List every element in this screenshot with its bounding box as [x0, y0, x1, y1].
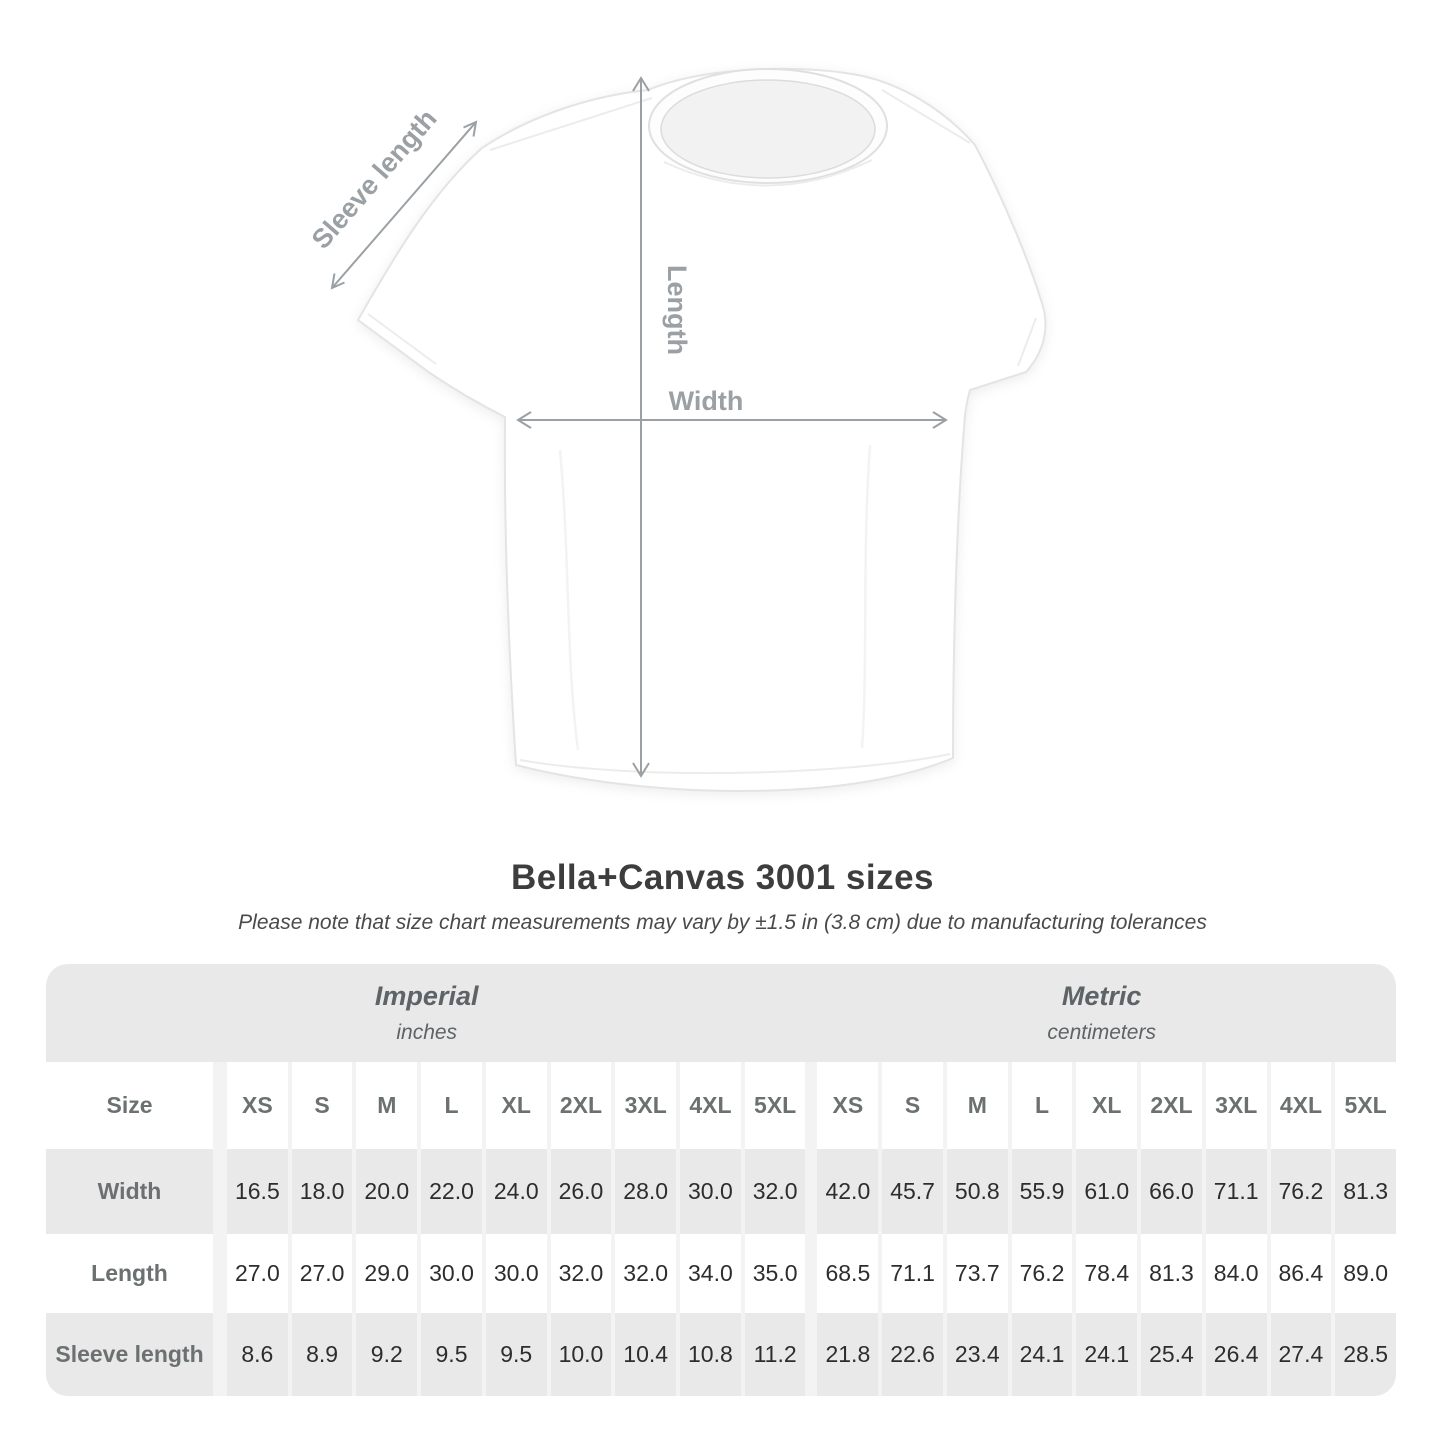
value-cell: 71.1 [1206, 1149, 1267, 1234]
caption [0, 858, 1445, 935]
value-cell: 24.0 [486, 1149, 547, 1234]
sleeve-length-label: Sleeve length [305, 103, 443, 255]
value-cell: 23.4 [947, 1313, 1008, 1396]
value-cell: 30.0 [680, 1149, 741, 1234]
size-header-cell: L [421, 1062, 482, 1149]
size-header-cell: XS [227, 1062, 288, 1149]
value-cell: 10.8 [680, 1313, 741, 1396]
label-column-divider [217, 1313, 223, 1396]
value-cell: 76.2 [1012, 1234, 1073, 1313]
size-header-cell: 3XL [615, 1062, 676, 1149]
value-cell: 30.0 [421, 1234, 482, 1313]
value-cell: 22.6 [882, 1313, 943, 1396]
table-row-length [46, 1234, 1396, 1313]
table-row-width [46, 1149, 1396, 1234]
unit-group-divider [809, 1062, 813, 1149]
value-cell: 35.0 [745, 1234, 806, 1313]
value-cell: 81.3 [1335, 1149, 1396, 1234]
unit-header-band [46, 964, 1396, 1062]
row-label: Size [46, 1062, 213, 1149]
imperial-label: Imperial [374, 981, 479, 1011]
imperial-header [46, 981, 807, 1045]
value-cell: 9.2 [356, 1313, 417, 1396]
value-cell: 89.0 [1335, 1234, 1396, 1313]
size-header-cell: M [947, 1062, 1008, 1149]
value-cell: 81.3 [1141, 1234, 1202, 1313]
value-cell: 26.4 [1206, 1313, 1267, 1396]
size-header-cell: 4XL [1271, 1062, 1332, 1149]
value-cell: 27.4 [1271, 1313, 1332, 1396]
value-cell: 21.8 [817, 1313, 878, 1396]
value-cell: 76.2 [1271, 1149, 1332, 1234]
size-header-cell: 5XL [745, 1062, 806, 1149]
value-cell: 27.0 [292, 1234, 353, 1313]
value-cell: 22.0 [421, 1149, 482, 1234]
size-header-cell: 5XL [1335, 1062, 1396, 1149]
value-cell: 34.0 [680, 1234, 741, 1313]
value-cell: 24.1 [1012, 1313, 1073, 1396]
value-cell: 73.7 [947, 1234, 1008, 1313]
size-header-cell: M [356, 1062, 417, 1149]
value-cell: 16.5 [227, 1149, 288, 1234]
value-cell: 32.0 [745, 1149, 806, 1234]
tolerance-note: Please note that size chart measurements may vary by ±1.5 in (3.8 cm) due to manufacturing tolerances [238, 911, 1207, 934]
value-cell: 61.0 [1076, 1149, 1137, 1234]
size-header-cell: XL [486, 1062, 547, 1149]
unit-group-divider [809, 1234, 813, 1313]
value-cell: 45.7 [882, 1149, 943, 1234]
unit-group-divider [809, 1313, 813, 1396]
value-cell: 18.0 [292, 1149, 353, 1234]
table-row-sleeve-length [46, 1313, 1396, 1396]
value-cell: 32.0 [551, 1234, 612, 1313]
row-label: Width [46, 1149, 213, 1234]
size-header-cell: XS [817, 1062, 878, 1149]
value-cell: 86.4 [1271, 1234, 1332, 1313]
value-cell: 42.0 [817, 1149, 878, 1234]
size-header-cell: 2XL [1141, 1062, 1202, 1149]
value-cell: 78.4 [1076, 1234, 1137, 1313]
value-cell: 9.5 [486, 1313, 547, 1396]
size-header-cell: S [882, 1062, 943, 1149]
width-label: Width [668, 386, 744, 416]
value-cell: 8.6 [227, 1313, 288, 1396]
label-column-divider [217, 1149, 223, 1234]
value-cell: 9.5 [421, 1313, 482, 1396]
value-cell: 24.1 [1076, 1313, 1137, 1396]
value-cell: 30.0 [486, 1234, 547, 1313]
row-label: Sleeve length [46, 1313, 213, 1396]
value-cell: 25.4 [1141, 1313, 1202, 1396]
value-cell: 20.0 [356, 1149, 417, 1234]
page-title: Bella+Canvas 3001 sizes [510, 858, 935, 897]
value-cell: 68.5 [817, 1234, 878, 1313]
size-header-cell: L [1012, 1062, 1073, 1149]
size-header-cell: 3XL [1206, 1062, 1267, 1149]
value-cell: 66.0 [1141, 1149, 1202, 1234]
imperial-unit: inches [396, 1021, 458, 1044]
value-cell: 84.0 [1206, 1234, 1267, 1313]
value-cell: 26.0 [551, 1149, 612, 1234]
size-header-cell: XL [1076, 1062, 1137, 1149]
row-label: Length [46, 1234, 213, 1313]
value-cell: 71.1 [882, 1234, 943, 1313]
size-header-cell: S [292, 1062, 353, 1149]
metric-unit: centimeters [1047, 1021, 1156, 1044]
value-cell: 27.0 [227, 1234, 288, 1313]
size-header-cell: 2XL [551, 1062, 612, 1149]
label-column-divider [217, 1234, 223, 1313]
size-table [46, 964, 1396, 1396]
value-cell: 29.0 [356, 1234, 417, 1313]
metric-label: Metric [1061, 981, 1142, 1011]
value-cell: 10.0 [551, 1313, 612, 1396]
table-row-size [46, 1062, 1396, 1149]
value-cell: 28.0 [615, 1149, 676, 1234]
value-cell: 50.8 [947, 1149, 1008, 1234]
metric-header [807, 981, 1396, 1045]
length-label: Length [662, 265, 692, 355]
size-header-cell: 4XL [680, 1062, 741, 1149]
value-cell: 11.2 [745, 1313, 806, 1396]
value-cell: 28.5 [1335, 1313, 1396, 1396]
value-cell: 55.9 [1012, 1149, 1073, 1234]
size-table-body [46, 1062, 1396, 1396]
value-cell: 8.9 [292, 1313, 353, 1396]
unit-group-divider [809, 1149, 813, 1234]
label-column-divider [217, 1062, 223, 1149]
value-cell: 32.0 [615, 1234, 676, 1313]
value-cell: 10.4 [615, 1313, 676, 1396]
